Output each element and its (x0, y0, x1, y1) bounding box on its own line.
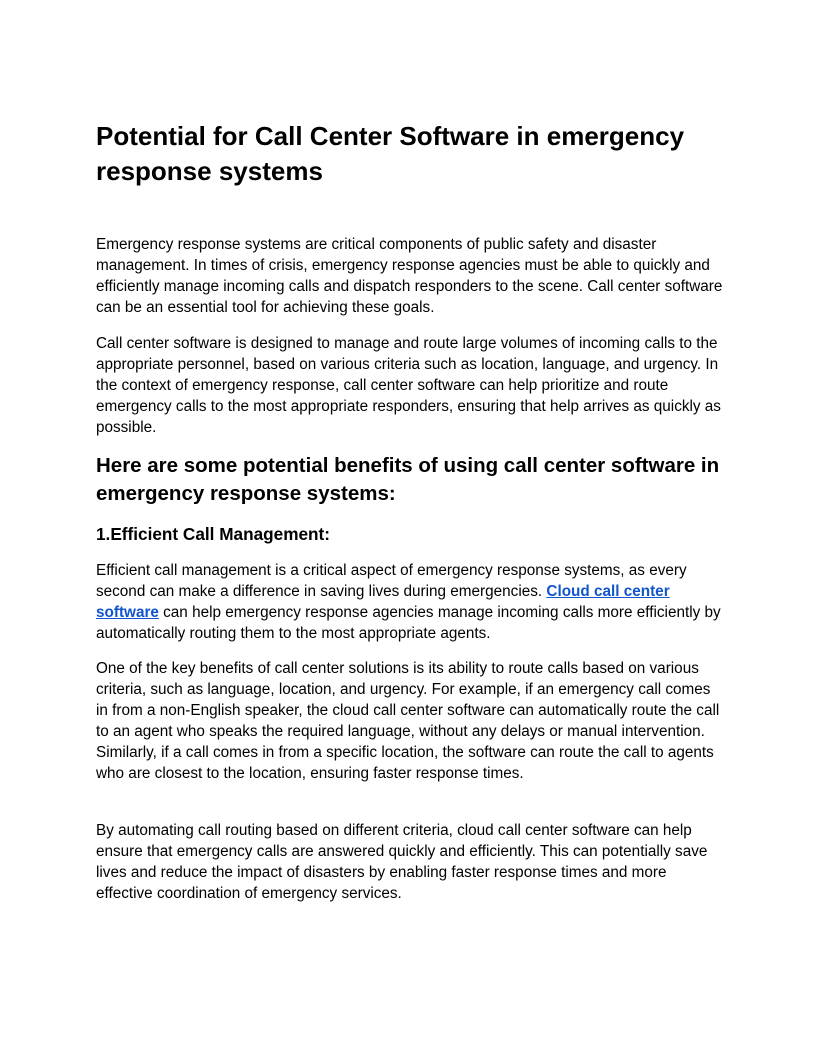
section-heading-efficient-call-management: 1.Efficient Call Management: (96, 524, 330, 544)
benefits-heading: Here are some potential benefits of using call center software in emergency response systems: (96, 454, 720, 505)
section1-paragraph-2: One of the key benefits of call center solutions is its ability to route calls based on various criteria, such as language, location, and urgency. For example, if an emergency call comes in from a non-English speaker, the cloud call center software can automatically route the call to an agent who speaks the required language, without any delays or manual intervention. Similarly, if a call comes in from a specific location, the software can route the call to agents who are closest to the location, ensuring faster response times. (96, 660, 720, 782)
page-title: Potential for Call Center Software in emergency response systems (96, 121, 685, 186)
intro-paragraph-1: Emergency response systems are critical components of public safety and disaster management. In times of crisis, emergency response agencies must be able to quickly and efficiently manage incoming calls and dispatch responders to the scene. Call center software can be an essential tool for achieving these goals. (96, 236, 723, 316)
cloud-call-center-software-link[interactable]: Cloud call center software (96, 583, 670, 621)
section1-paragraph-1 (96, 560, 724, 644)
section1-paragraph-1-text-a: Efficient call management is a critical aspect of emergency response systems, as every second can make a difference in saving lives during emergencies. (96, 562, 687, 600)
section1-paragraph-3: By automating call routing based on different criteria, cloud call center software can help ensure that emergency calls are answered quickly and efficiently. This can potentially save lives and reduce the impact of disasters by enabling faster response times and more effective coordination of emergency services. (96, 822, 708, 902)
section1-paragraph-1-text-b: can help emergency response agencies manage incoming calls more efficiently by automatically routing them to the most appropriate agents. (96, 604, 721, 642)
intro-paragraph-2: Call center software is designed to manage and route large volumes of incoming calls to the appropriate personnel, based on various criteria such as location, language, and urgency. In the context of emergency response, call center software can help prioritize and route emergency calls to the most appropriate responders, ensuring that help arrives as quickly as possible. (96, 335, 721, 436)
